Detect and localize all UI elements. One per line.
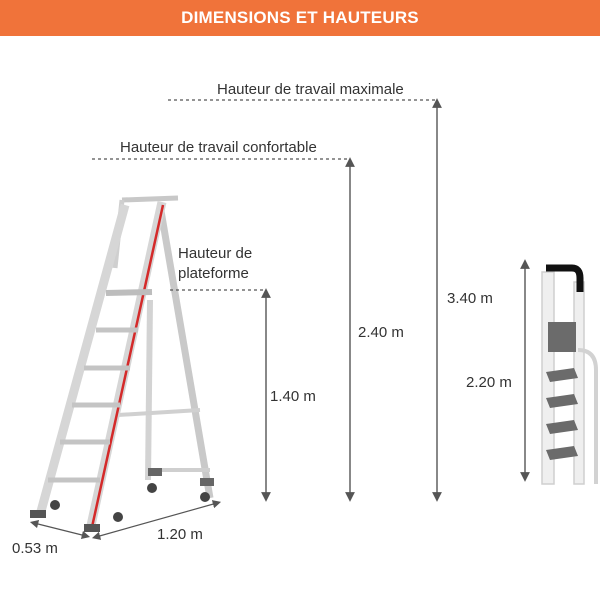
handrail-top xyxy=(122,198,178,200)
rear-leg-left xyxy=(148,300,150,480)
folded-height-value: 2.20 m xyxy=(466,374,512,391)
length-value: 1.20 m xyxy=(157,526,203,543)
max-height-value: 3.40 m xyxy=(447,290,493,307)
wheel-bracket-rear-right xyxy=(200,478,214,486)
folded-platform xyxy=(548,322,576,352)
wheel-rear-right xyxy=(200,492,210,502)
comfort-height-value: 2.40 m xyxy=(358,324,404,341)
max-label: Hauteur de travail maximale xyxy=(217,81,404,98)
depth-arrow xyxy=(34,523,86,536)
front-rail-left xyxy=(40,205,125,515)
header-title: DIMENSIONS ET HAUTEURS xyxy=(181,8,419,27)
platform-label-line1: Hauteur de xyxy=(178,245,253,262)
depth-value: 0.53 m xyxy=(12,540,58,557)
wheel-front-left xyxy=(50,500,60,510)
platform-label-line2: plateforme xyxy=(178,265,249,282)
wheel-bracket-rear-left xyxy=(148,468,162,476)
step-platform xyxy=(106,292,152,293)
folded-ladder-illustration xyxy=(542,268,596,484)
platform-height-value: 1.40 m xyxy=(270,388,316,405)
foot-front-right xyxy=(84,524,100,532)
wheel-rear-left xyxy=(147,483,157,493)
comfort-label: Hauteur de travail confortable xyxy=(120,139,317,156)
rear-crossbar-mid xyxy=(118,410,200,415)
wheel-front-right xyxy=(113,512,123,522)
foot-front-left xyxy=(30,510,46,518)
